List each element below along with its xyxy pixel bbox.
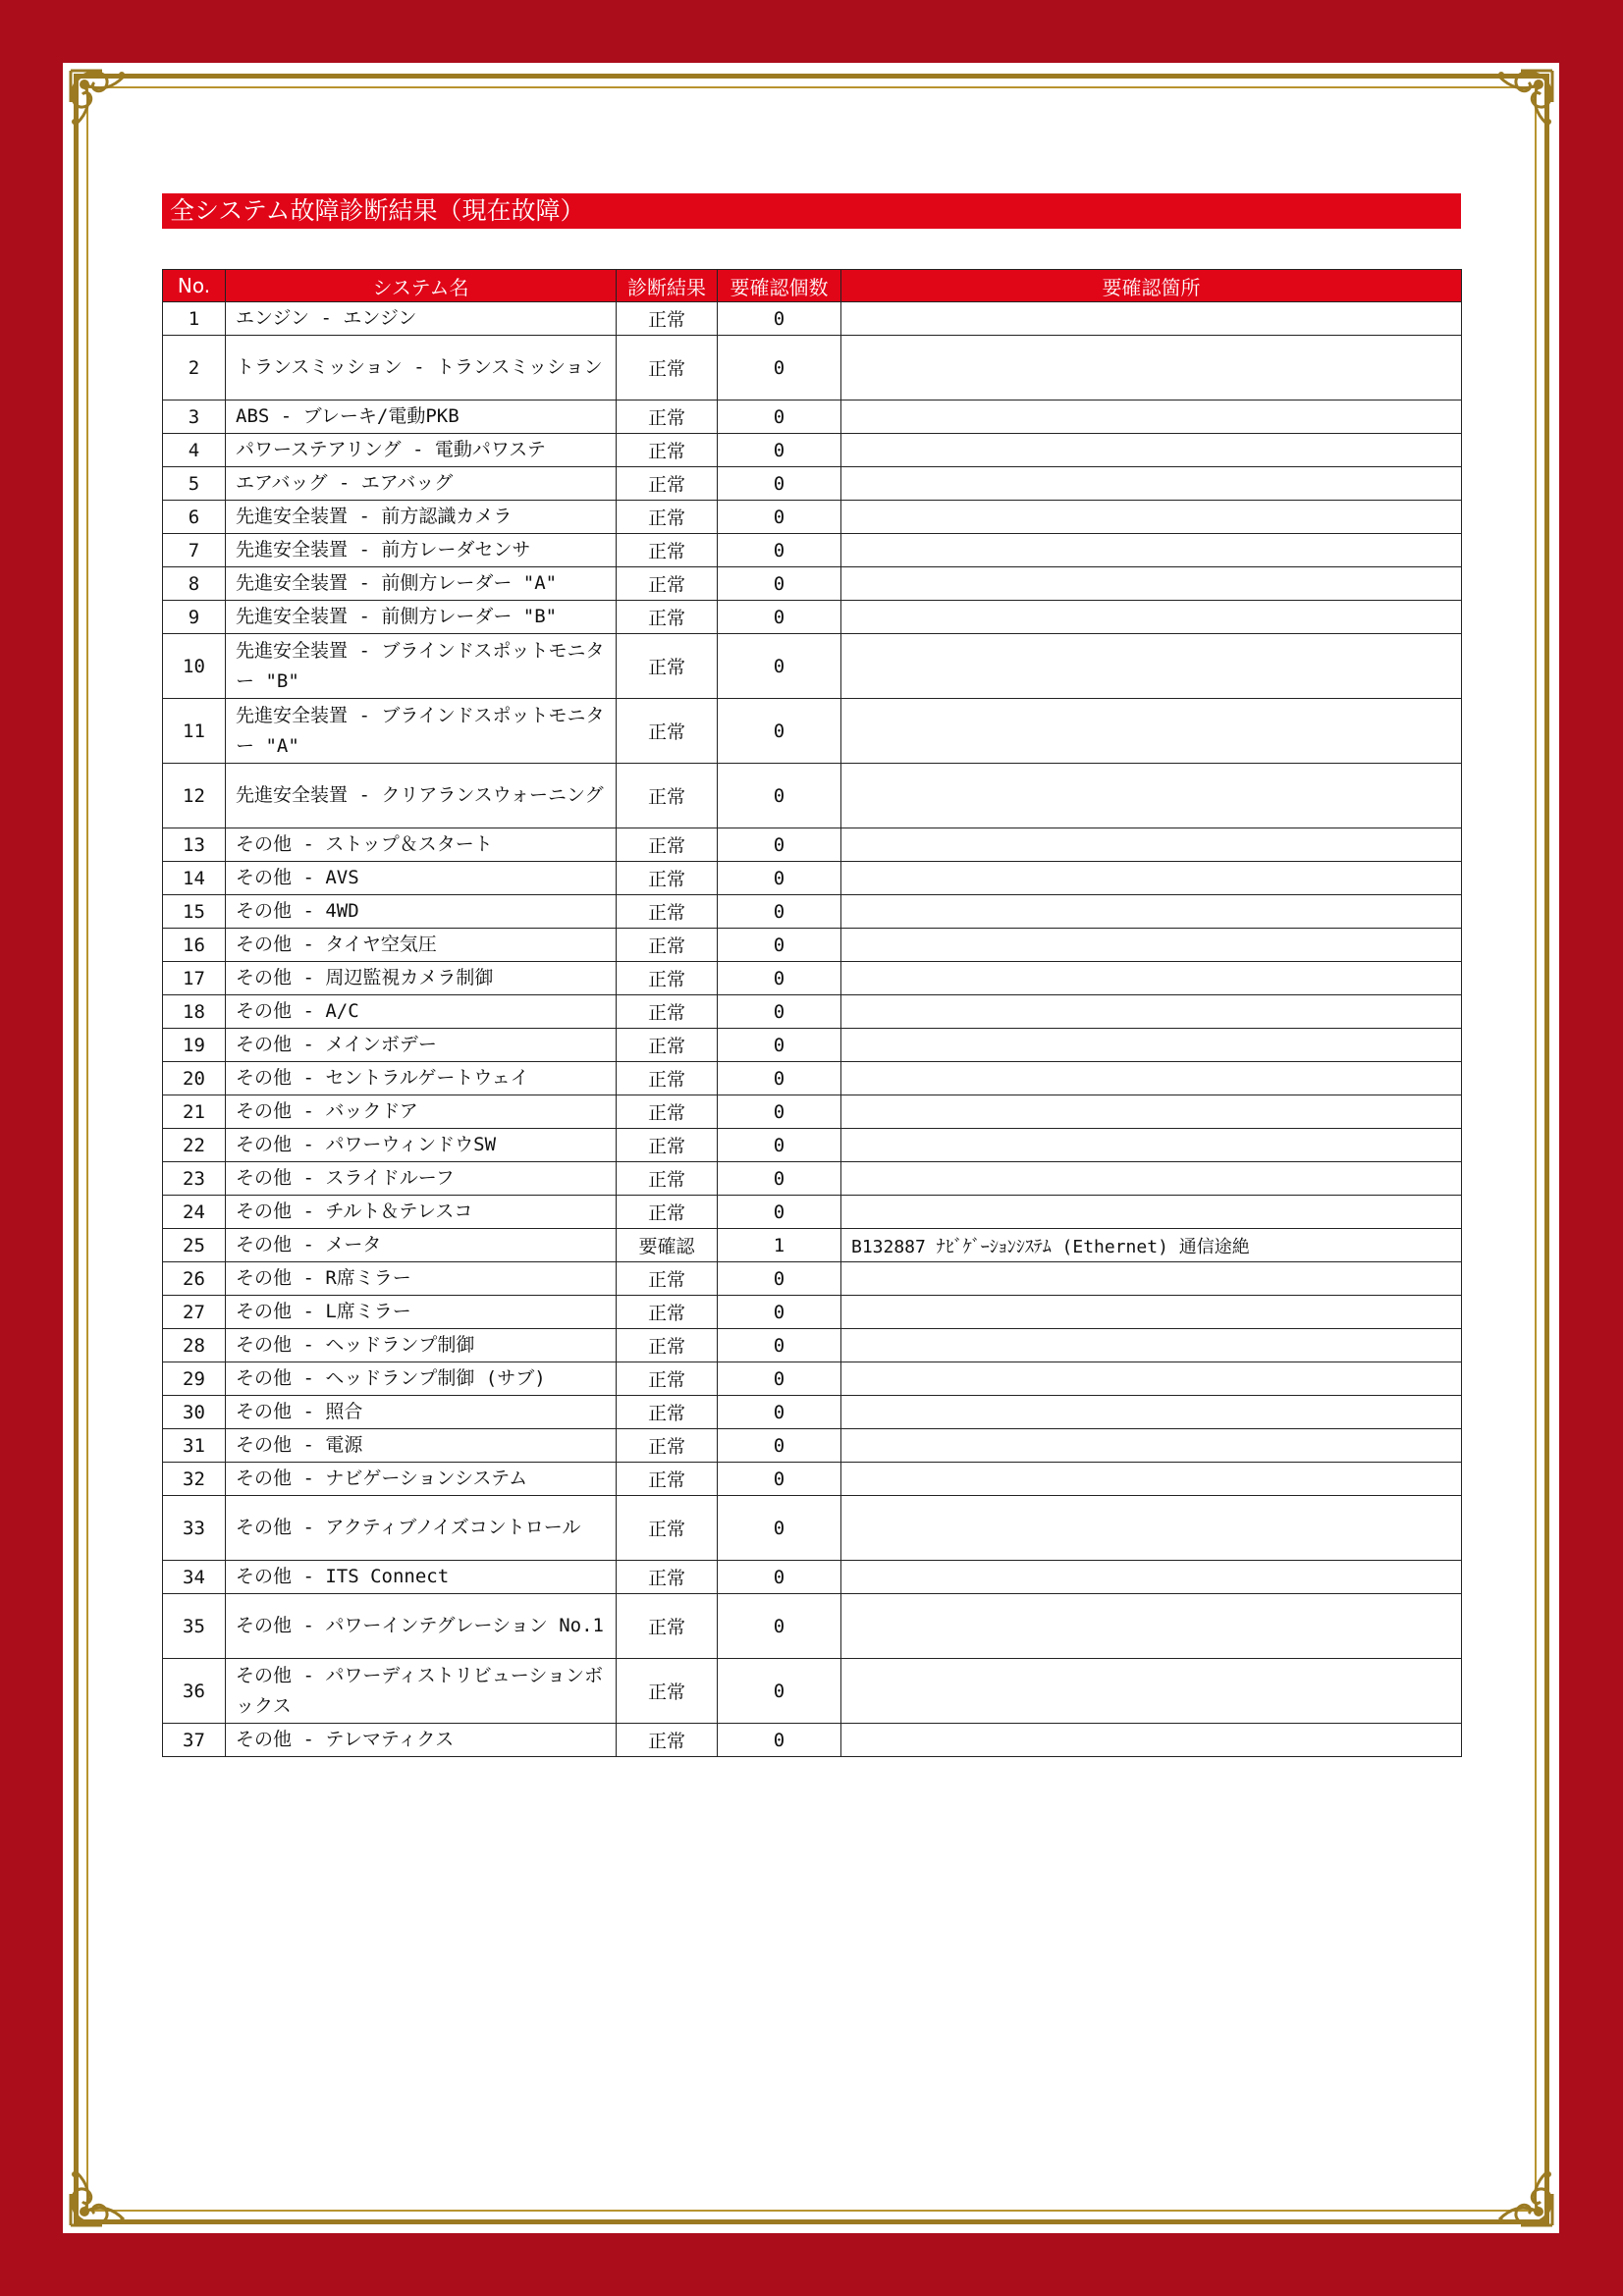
table-row — [163, 434, 1462, 467]
table-row — [163, 467, 1462, 501]
count-cell: 0 — [718, 1262, 841, 1296]
count-cell: 0 — [718, 534, 841, 567]
locations-cell — [841, 1429, 1462, 1463]
table-row — [163, 895, 1462, 929]
result-cell: 正常 — [617, 1262, 718, 1296]
ornament-corner-icon — [1462, 63, 1560, 161]
count-cell: 0 — [718, 1659, 841, 1724]
result-cell: 正常 — [617, 601, 718, 634]
count-cell: 0 — [718, 1463, 841, 1496]
row-number: 24 — [163, 1196, 226, 1229]
result-cell: 正常 — [617, 634, 718, 699]
locations-cell — [841, 1196, 1462, 1229]
table-row — [163, 962, 1462, 995]
system-name-cell: その他 - A/C — [226, 995, 617, 1029]
result-cell: 正常 — [617, 336, 718, 400]
row-number: 16 — [163, 929, 226, 962]
count-cell: 0 — [718, 1594, 841, 1659]
locations-cell — [841, 1594, 1462, 1659]
table-row — [163, 1162, 1462, 1196]
system-name-cell: その他 - パワーインテグレーション No.1 — [226, 1594, 617, 1659]
count-cell: 0 — [718, 1095, 841, 1129]
table-row — [163, 1561, 1462, 1594]
locations-cell — [841, 1659, 1462, 1724]
system-name-cell: その他 - R席ミラー — [226, 1262, 617, 1296]
locations-cell — [841, 1162, 1462, 1196]
count-cell: 0 — [718, 336, 841, 400]
count-cell: 0 — [718, 601, 841, 634]
row-number: 14 — [163, 862, 226, 895]
system-name-cell: ABS - ブレーキ/電動PKB — [226, 400, 617, 434]
result-cell: 正常 — [617, 1329, 718, 1362]
row-number: 6 — [163, 501, 226, 534]
table-row — [163, 1029, 1462, 1062]
row-number: 27 — [163, 1296, 226, 1329]
row-number: 12 — [163, 764, 226, 828]
locations-cell — [841, 336, 1462, 400]
result-cell: 正常 — [617, 1296, 718, 1329]
count-cell: 0 — [718, 1162, 841, 1196]
count-cell: 0 — [718, 1029, 841, 1062]
result-cell: 正常 — [617, 1095, 718, 1129]
locations-cell — [841, 400, 1462, 434]
count-cell: 0 — [718, 1396, 841, 1429]
result-cell: 正常 — [617, 1463, 718, 1496]
count-cell: 0 — [718, 400, 841, 434]
count-cell: 0 — [718, 434, 841, 467]
system-name-cell: エアバッグ - エアバッグ — [226, 467, 617, 501]
locations-cell — [841, 1561, 1462, 1594]
table-row — [163, 1229, 1462, 1262]
locations-cell: B132887 ﾅﾋﾞｹﾞｰｼｮﾝｼｽﾃﾑ (Ethernet) 通信途絶 — [841, 1229, 1462, 1262]
locations-cell — [841, 764, 1462, 828]
count-cell: 0 — [718, 302, 841, 336]
locations-cell — [841, 1463, 1462, 1496]
result-cell: 正常 — [617, 1196, 718, 1229]
locations-cell — [841, 1362, 1462, 1396]
count-cell: 0 — [718, 1196, 841, 1229]
row-number: 34 — [163, 1561, 226, 1594]
locations-cell — [841, 929, 1462, 962]
result-cell: 正常 — [617, 764, 718, 828]
table-body — [163, 302, 1462, 1757]
result-cell: 正常 — [617, 699, 718, 764]
table-row — [163, 634, 1462, 699]
ornament-corner-icon — [63, 63, 161, 161]
table-row — [163, 862, 1462, 895]
table-row — [163, 601, 1462, 634]
result-cell: 正常 — [617, 1594, 718, 1659]
count-cell: 0 — [718, 764, 841, 828]
result-cell: 正常 — [617, 534, 718, 567]
locations-cell — [841, 534, 1462, 567]
result-cell: 正常 — [617, 1496, 718, 1561]
system-name-cell: その他 - メインボデー — [226, 1029, 617, 1062]
result-cell: 正常 — [617, 895, 718, 929]
result-cell: 正常 — [617, 1659, 718, 1724]
count-cell: 0 — [718, 1129, 841, 1162]
table-row — [163, 567, 1462, 601]
row-number: 26 — [163, 1262, 226, 1296]
table-row — [163, 929, 1462, 962]
table-row — [163, 1262, 1462, 1296]
row-number: 31 — [163, 1429, 226, 1463]
count-cell: 0 — [718, 467, 841, 501]
row-number: 35 — [163, 1594, 226, 1659]
count-cell: 0 — [718, 1329, 841, 1362]
table-row — [163, 1362, 1462, 1396]
table-row — [163, 501, 1462, 534]
table-row — [163, 1659, 1462, 1724]
system-name-cell: 先進安全装置 - 前方レーダセンサ — [226, 534, 617, 567]
table-row — [163, 1724, 1462, 1757]
result-cell: 正常 — [617, 862, 718, 895]
locations-cell — [841, 1296, 1462, 1329]
row-number: 13 — [163, 828, 226, 862]
result-cell: 正常 — [617, 434, 718, 467]
system-name-cell: その他 - 周辺監視カメラ制御 — [226, 962, 617, 995]
ornament-corner-icon — [63, 2135, 161, 2233]
row-number: 23 — [163, 1162, 226, 1196]
count-cell: 0 — [718, 995, 841, 1029]
header-count: 要確認個数 — [718, 270, 841, 302]
table-header-row — [163, 270, 1462, 302]
system-name-cell: 先進安全装置 - クリアランスウォーニング — [226, 764, 617, 828]
result-cell: 正常 — [617, 1129, 718, 1162]
system-name-cell: その他 - AVS — [226, 862, 617, 895]
system-name-cell: その他 - テレマティクス — [226, 1724, 617, 1757]
locations-cell — [841, 962, 1462, 995]
count-cell: 0 — [718, 828, 841, 862]
row-number: 36 — [163, 1659, 226, 1724]
table-row — [163, 699, 1462, 764]
system-name-cell: トランスミッション - トランスミッション — [226, 336, 617, 400]
header-locations: 要確認箇所 — [841, 270, 1462, 302]
system-name-cell: その他 - パワーウィンドウSW — [226, 1129, 617, 1162]
header-result: 診断結果 — [617, 270, 718, 302]
row-number: 7 — [163, 534, 226, 567]
table-row — [163, 1129, 1462, 1162]
row-number: 10 — [163, 634, 226, 699]
locations-cell — [841, 1095, 1462, 1129]
locations-cell — [841, 1329, 1462, 1362]
system-name-cell: その他 - 照合 — [226, 1396, 617, 1429]
count-cell: 0 — [718, 634, 841, 699]
row-number: 18 — [163, 995, 226, 1029]
locations-cell — [841, 467, 1462, 501]
table-row — [163, 1196, 1462, 1229]
diagnosis-table — [162, 269, 1462, 1757]
system-name-cell: その他 - タイヤ空気圧 — [226, 929, 617, 962]
row-number: 33 — [163, 1496, 226, 1561]
table-row — [163, 1429, 1462, 1463]
header-no: No. — [163, 270, 226, 302]
table-row — [163, 1396, 1462, 1429]
row-number: 29 — [163, 1362, 226, 1396]
locations-cell — [841, 434, 1462, 467]
table-row — [163, 1463, 1462, 1496]
row-number: 3 — [163, 400, 226, 434]
locations-cell — [841, 699, 1462, 764]
system-name-cell: エンジン - エンジン — [226, 302, 617, 336]
locations-cell — [841, 501, 1462, 534]
table-row — [163, 1496, 1462, 1561]
table-row — [163, 1296, 1462, 1329]
row-number: 2 — [163, 336, 226, 400]
table-row — [163, 995, 1462, 1029]
table-row — [163, 400, 1462, 434]
table-row — [163, 764, 1462, 828]
result-cell: 正常 — [617, 1362, 718, 1396]
result-cell: 正常 — [617, 501, 718, 534]
result-cell: 正常 — [617, 962, 718, 995]
count-cell: 0 — [718, 1296, 841, 1329]
system-name-cell: その他 - ヘッドランプ制御 — [226, 1329, 617, 1362]
locations-cell — [841, 634, 1462, 699]
locations-cell — [841, 1262, 1462, 1296]
system-name-cell: 先進安全装置 - 前側方レーダー "B" — [226, 601, 617, 634]
system-name-cell: 先進安全装置 - 前方認識カメラ — [226, 501, 617, 534]
locations-cell — [841, 1029, 1462, 1062]
section-title: 全システム故障診断結果（現在故障） — [162, 193, 1461, 229]
table-row — [163, 302, 1462, 336]
count-cell: 1 — [718, 1229, 841, 1262]
locations-cell — [841, 1396, 1462, 1429]
row-number: 15 — [163, 895, 226, 929]
count-cell: 0 — [718, 501, 841, 534]
count-cell: 0 — [718, 929, 841, 962]
locations-cell — [841, 828, 1462, 862]
count-cell: 0 — [718, 1429, 841, 1463]
count-cell: 0 — [718, 567, 841, 601]
table-row — [163, 1062, 1462, 1095]
result-cell: 正常 — [617, 1162, 718, 1196]
row-number: 5 — [163, 467, 226, 501]
count-cell: 0 — [718, 1561, 841, 1594]
result-cell: 正常 — [617, 1561, 718, 1594]
system-name-cell: 先進安全装置 - ブラインドスポットモニター "B" — [226, 634, 617, 699]
row-number: 4 — [163, 434, 226, 467]
system-name-cell: その他 - 電源 — [226, 1429, 617, 1463]
row-number: 11 — [163, 699, 226, 764]
locations-cell — [841, 862, 1462, 895]
system-name-cell: その他 - セントラルゲートウェイ — [226, 1062, 617, 1095]
result-cell: 正常 — [617, 467, 718, 501]
system-name-cell: その他 - ストップ＆スタート — [226, 828, 617, 862]
result-cell: 正常 — [617, 567, 718, 601]
result-cell: 正常 — [617, 1029, 718, 1062]
row-number: 22 — [163, 1129, 226, 1162]
result-cell: 正常 — [617, 1396, 718, 1429]
count-cell: 0 — [718, 1362, 841, 1396]
system-name-cell: その他 - アクティブノイズコントロール — [226, 1496, 617, 1561]
table-row — [163, 336, 1462, 400]
locations-cell — [841, 302, 1462, 336]
locations-cell — [841, 895, 1462, 929]
system-name-cell: その他 - ナビゲーションシステム — [226, 1463, 617, 1496]
result-cell: 要確認 — [617, 1229, 718, 1262]
locations-cell — [841, 995, 1462, 1029]
count-cell: 0 — [718, 1724, 841, 1757]
result-cell: 正常 — [617, 302, 718, 336]
system-name-cell: 先進安全装置 - ブラインドスポットモニター "A" — [226, 699, 617, 764]
locations-cell — [841, 1129, 1462, 1162]
result-cell: 正常 — [617, 1062, 718, 1095]
table-row — [163, 1329, 1462, 1362]
row-number: 28 — [163, 1329, 226, 1362]
result-cell: 正常 — [617, 1724, 718, 1757]
row-number: 19 — [163, 1029, 226, 1062]
row-number: 30 — [163, 1396, 226, 1429]
system-name-cell: その他 - パワーディストリビューションボックス — [226, 1659, 617, 1724]
table-row — [163, 1095, 1462, 1129]
table-row — [163, 1594, 1462, 1659]
count-cell: 0 — [718, 895, 841, 929]
row-number: 9 — [163, 601, 226, 634]
count-cell: 0 — [718, 1062, 841, 1095]
locations-cell — [841, 1724, 1462, 1757]
row-number: 21 — [163, 1095, 226, 1129]
result-cell: 正常 — [617, 828, 718, 862]
system-name-cell: その他 - チルト＆テレスコ — [226, 1196, 617, 1229]
result-cell: 正常 — [617, 1429, 718, 1463]
result-cell: 正常 — [617, 995, 718, 1029]
system-name-cell: その他 - ITS Connect — [226, 1561, 617, 1594]
result-cell: 正常 — [617, 400, 718, 434]
count-cell: 0 — [718, 699, 841, 764]
row-number: 1 — [163, 302, 226, 336]
ornament-corner-icon — [1462, 2135, 1560, 2233]
count-cell: 0 — [718, 962, 841, 995]
system-name-cell: その他 - メータ — [226, 1229, 617, 1262]
row-number: 32 — [163, 1463, 226, 1496]
result-cell: 正常 — [617, 929, 718, 962]
count-cell: 0 — [718, 1496, 841, 1561]
row-number: 8 — [163, 567, 226, 601]
system-name-cell: その他 - ヘッドランプ制御 (サブ) — [226, 1362, 617, 1396]
row-number: 20 — [163, 1062, 226, 1095]
row-number: 37 — [163, 1724, 226, 1757]
system-name-cell: その他 - バックドア — [226, 1095, 617, 1129]
system-name-cell: その他 - スライドルーフ — [226, 1162, 617, 1196]
count-cell: 0 — [718, 862, 841, 895]
system-name-cell: その他 - L席ミラー — [226, 1296, 617, 1329]
locations-cell — [841, 1062, 1462, 1095]
system-name-cell: 先進安全装置 - 前側方レーダー "A" — [226, 567, 617, 601]
system-name-cell: その他 - 4WD — [226, 895, 617, 929]
table-row — [163, 534, 1462, 567]
locations-cell — [841, 601, 1462, 634]
row-number: 25 — [163, 1229, 226, 1262]
table-row — [163, 828, 1462, 862]
row-number: 17 — [163, 962, 226, 995]
locations-cell — [841, 567, 1462, 601]
header-system-name: システム名 — [226, 270, 617, 302]
system-name-cell: パワーステアリング - 電動パワステ — [226, 434, 617, 467]
locations-cell — [841, 1496, 1462, 1561]
